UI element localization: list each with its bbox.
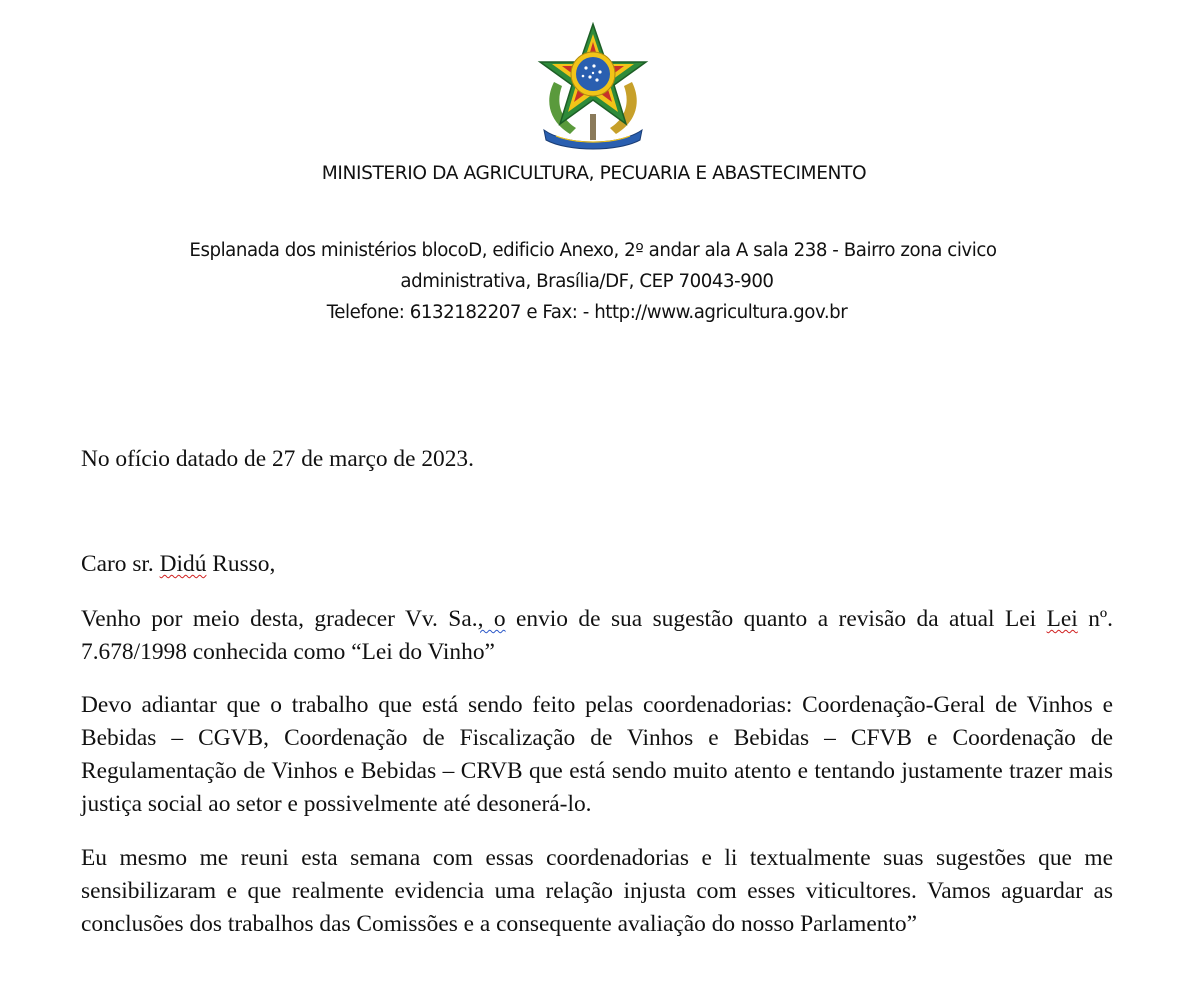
greeting-prefix: Caro sr. (81, 551, 160, 577)
brazil-coat-of-arms-icon (536, 22, 650, 150)
spelling-flag: Lei (1046, 606, 1078, 632)
address-line-1: Esplanada dos ministérios blocoD, edificio Anexo, 2º andar ala A sala 238 - Bairro zona civico (189, 240, 997, 261)
greeting-name: Didú (159, 551, 207, 577)
address-line-2: administrativa, Brasília/DF, CEP 70043-900 (400, 271, 774, 292)
contact-line: Telefone: 6132182207 e Fax: - http://www.agricultura.gov.br (326, 302, 848, 323)
paragraph-1 (81, 603, 1113, 669)
greeting-suffix: Russo, (206, 551, 276, 577)
paragraph-3: Eu mesmo me reuni esta semana com essas coordenadorias e li textualmente suas sugestões que me sensibilizaram e que realmente evidencia uma relação injusta com esses viticultores. Vamos aguardar as conclusões dos trabalhos das Comissões e a consequente avaliação do nosso Parlamento” (81, 845, 1113, 937)
ministry-name: MINISTERIO DA AGRICULTURA, PECUARIA E ABASTECIMENTO (321, 163, 867, 184)
date-line: No ofício datado de 27 de março de 2023. (81, 446, 474, 472)
greeting (81, 548, 1113, 581)
grammar-flag: , o (477, 606, 506, 632)
paragraph-1-part-2: envio de sua sugestão quanto a revisão da atual Lei (505, 606, 1047, 632)
paragraph-2: Devo adiantar que o trabalho que está sendo feito pelas coordenadorias: Coordenação-Geral de Vinhos e Bebidas – CGVB, Coordenação de Fiscalização de Vinhos e Bebidas – CFVB e Coordenação de Regulamentação de Vinhos e Bebidas – CRVB que está sendo muito atento e tentando justamente trazer mais justiça social ao setor e possivelmente até desonerá-lo. (81, 692, 1113, 817)
paragraph-1-part-1: Venho por meio desta, gradecer Vv. Sa. (81, 606, 478, 632)
paragraph-1-part-3: nº. 7.678/1998 conhecida como “Lei do Vinho” (81, 606, 1113, 665)
